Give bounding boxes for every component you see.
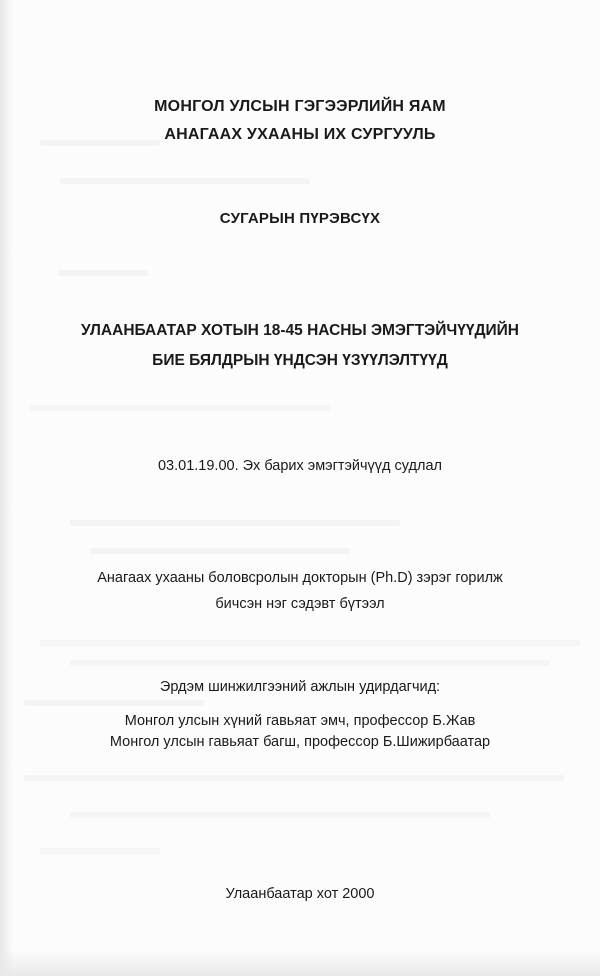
scan-bottom-shadow	[0, 950, 600, 976]
author-name: СУГАРЫН ПҮРЭВСҮХ	[219, 210, 381, 227]
supervisors-label: Эрдэм шинжилгээний ажлын удирдагчид:	[159, 679, 441, 695]
thesis-title-line-1: УЛААНБААТАР ХОТЫН 18-45 НАСНЫ ЭМЭГТЭЙЧҮҮДИЙН	[81, 322, 519, 339]
place-and-year: Улаанбаатар хот 2000	[225, 886, 375, 902]
scan-left-shadow	[0, 0, 14, 976]
degree-statement-line-2: бичсэн нэг сэдэвт бүтээл	[215, 596, 385, 612]
ministry-heading: МОНГОЛ УЛСЫН ГЭГЭЭРЛИЙН ЯАМ	[154, 98, 446, 115]
supervisor-2: Монгол улсын гавьяат багш, профессор Б.Шижирбаатар	[109, 734, 491, 750]
specialty-code: 03.01.19.00. Эх барих эмэгтэйчүүд судлал	[157, 458, 443, 474]
thesis-title-line-2: БИЕ БЯЛДРЫН ҮНДСЭН ҮЗҮҮЛЭЛТҮҮД	[152, 352, 448, 369]
degree-statement-line-1: Анагаах ухааны боловсролын докторын (Ph.D) зэрэг горилж	[97, 570, 503, 586]
supervisor-1: Монгол улсын хүний гавьяат эмч, профессор Б.Жав	[124, 713, 476, 729]
university-heading: АНАГААХ УХААНЫ ИХ СУРГУУЛЬ	[164, 126, 436, 143]
